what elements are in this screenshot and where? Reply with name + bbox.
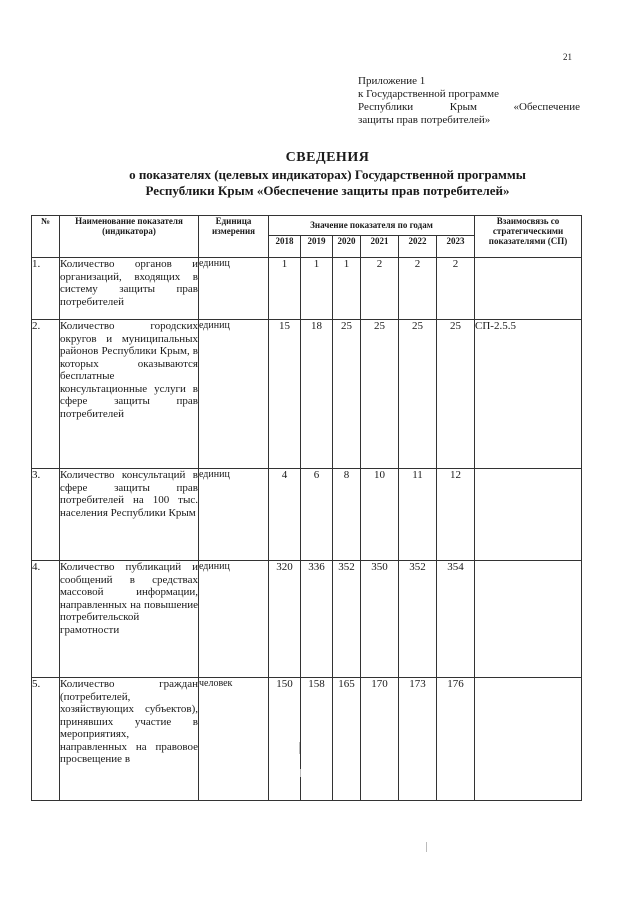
scan-mark <box>426 842 427 852</box>
header-values-group: Значение показателя по годам <box>269 216 475 236</box>
row-number: 1. <box>32 258 60 320</box>
header-year: 2020 <box>333 236 361 258</box>
table-row <box>32 469 582 561</box>
strategic-link-cell <box>475 561 582 678</box>
scan-mark <box>299 742 300 754</box>
value-cell: 11 <box>399 469 437 561</box>
document-subtitle: о показателях (целевых индикаторах) Государственной программы <box>129 167 526 182</box>
page-number: 21 <box>563 52 572 62</box>
document-heading: СВЕДЕНИЯ <box>285 150 370 165</box>
appendix-line: Приложение 1 <box>358 75 426 87</box>
header-year: 2023 <box>437 236 475 258</box>
header-unit: Единица измерения <box>199 216 269 258</box>
value-cell: 336 <box>301 561 333 678</box>
indicator-name: Количество городских округов и муниципальных районов Республики Крым, в которых оказываются бесплатные консультационные услуги в сфере защиты прав потребителей <box>60 320 199 469</box>
value-cell: 2 <box>399 258 437 320</box>
value-cell: 354 <box>437 561 475 678</box>
value-cell: 6 <box>301 469 333 561</box>
document-subtitle: Республики Крым «Обеспечение защиты прав потребителей» <box>145 183 510 198</box>
unit-cell: человек <box>199 678 269 801</box>
header-year: 2021 <box>361 236 399 258</box>
indicator-name: Количество публикаций и сообщений в средствах массовой информации, направленных на повышение потребительской грамотности <box>60 561 199 678</box>
value-cell: 176 <box>437 678 475 801</box>
value-cell: 150 <box>269 678 301 801</box>
indicator-name: Количество органов и организаций, входящих в систему защиты прав потребителей <box>60 258 199 320</box>
appendix-line: защиты прав потребителей» <box>358 114 491 126</box>
unit-cell: единиц <box>199 469 269 561</box>
appendix-note <box>358 75 580 127</box>
table-row <box>32 258 582 320</box>
table-row <box>32 678 582 801</box>
appendix-line: Республики Крым «Обеспечение <box>358 101 580 113</box>
row-number: 3. <box>32 469 60 561</box>
value-cell: 170 <box>361 678 399 801</box>
strategic-link-cell: СП-2.5.5 <box>475 320 582 469</box>
indicator-name: Количество граждан (потребителей, хозяйствующих субъектов), принявших участие в мероприятиях, направленных на правовое просвещение в <box>60 678 199 801</box>
value-cell: 350 <box>361 561 399 678</box>
value-cell: 25 <box>361 320 399 469</box>
header-link: Взаимосвязь со стратегическими показателями (СП) <box>475 216 582 258</box>
value-cell: 8 <box>333 469 361 561</box>
appendix-line: к Государственной программе <box>358 88 499 100</box>
scan-mark <box>300 769 301 777</box>
value-cell: 2 <box>437 258 475 320</box>
value-cell: 12 <box>437 469 475 561</box>
header-year: 2018 <box>269 236 301 258</box>
value-cell: 173 <box>399 678 437 801</box>
header-name: Наименование показателя (индикатора) <box>60 216 199 258</box>
indicators-table <box>31 215 582 801</box>
value-cell: 352 <box>333 561 361 678</box>
value-cell: 1 <box>269 258 301 320</box>
strategic-link-cell <box>475 678 582 801</box>
value-cell: 15 <box>269 320 301 469</box>
value-cell: 25 <box>399 320 437 469</box>
row-number: 5. <box>32 678 60 801</box>
value-cell: 4 <box>269 469 301 561</box>
unit-cell: единиц <box>199 561 269 678</box>
header-year: 2019 <box>301 236 333 258</box>
value-cell: 25 <box>333 320 361 469</box>
value-cell: 25 <box>437 320 475 469</box>
row-number: 4. <box>32 561 60 678</box>
value-cell: 320 <box>269 561 301 678</box>
unit-cell: единиц <box>199 320 269 469</box>
row-number: 2. <box>32 320 60 469</box>
indicator-name: Количество консультаций в сфере защиты прав потребителей на 100 тыс. населения Республики Крым <box>60 469 199 561</box>
value-cell: 10 <box>361 469 399 561</box>
value-cell: 352 <box>399 561 437 678</box>
table-row <box>32 561 582 678</box>
value-cell: 158 <box>301 678 333 801</box>
value-cell: 165 <box>333 678 361 801</box>
value-cell: 1 <box>333 258 361 320</box>
strategic-link-cell <box>475 258 582 320</box>
unit-cell: единиц <box>199 258 269 320</box>
value-cell: 18 <box>301 320 333 469</box>
value-cell: 2 <box>361 258 399 320</box>
header-year: 2022 <box>399 236 437 258</box>
value-cell: 1 <box>301 258 333 320</box>
strategic-link-cell <box>475 469 582 561</box>
header-num: № <box>32 216 60 258</box>
table-row <box>32 320 582 469</box>
